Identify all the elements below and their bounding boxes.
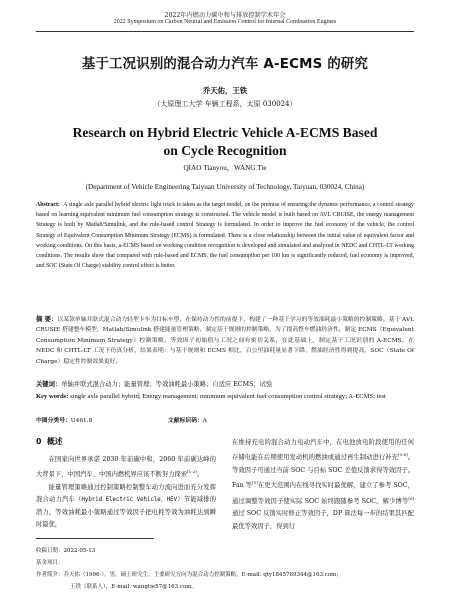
footnote-received: 收稿日期：2022-05-13: [36, 548, 96, 554]
header-rule: [36, 31, 414, 32]
document-code: [168, 415, 207, 424]
title-cn: 基于工况识别的混合动力汽车 A-ECMS 的研究: [81, 57, 369, 72]
clc-value: U461.8: [70, 418, 93, 424]
citation-1: [1-2]: [187, 469, 197, 475]
paragraph-2-text-a: 能量管理策略通过控制策略控制整车动力流向进而充分发挥混合动力汽车（: [36, 483, 216, 504]
abstract-cn: [36, 314, 414, 367]
affiliation-en: (Department of Vehicle Engineering Taiyuan University of Technology, Taiyuan, 030024, China): [85, 183, 365, 191]
citation-3: [5]: [252, 480, 258, 486]
paragraph-3-text-3: 在更大范围内在线寻找实时最优解，建立了参考 SOC，通过调整等效因子使实际 SOC 始终跟随参考 SOC。解少博等: [232, 482, 414, 505]
footnote-fund: 基金项目：: [36, 560, 64, 566]
paragraph-1-text: 在国家向世界承诺 2030 年前碳中和，2060 年前碳达峰的大背景下，中国汽车、中国内燃机界应该不断努力探索: [36, 456, 216, 479]
doc-code-value: A: [202, 418, 207, 424]
keywords-cn-label: 关键词：: [36, 381, 62, 388]
keywords-en-label: Key words:: [36, 393, 69, 400]
paragraph-3-text-1: 在维持充电的混合动力电动汽车中，在电池放电阶段使用的任何存储电能在后期使用发动机的燃油或通过再生制动进行补充: [232, 439, 414, 462]
paragraph-2: [36, 482, 216, 532]
title-en-line1: Research on Hybrid Electric Vehicle A-ECMS Based: [72, 125, 378, 140]
authors-cn: 乔天佑，王铁: [202, 86, 248, 95]
abstract-en: [36, 200, 414, 271]
abstract-cn-text: 以某款单轴并联式混合动力轻型卡车为目标车型，在保持动力性的前提下，构建了一种基于学习的等效油耗最小策略的控制策略。基于 AVL CRUSIE 搭建整车模型，Matlab/Simulink 搭建能量管理策略，制定基于规则的控制策略，为了提高整车燃油经济性，制定 ECMS（Equivalent Consumption Minimum Strategy）控制策略，等效因子初始值与工况之间有密切关系，在此基础上，制定基于工况识别的 A-ECMS，在 NEDC 和 CHTL-LT 工况下仿真分析，结果表明：与基于规则和 ECMS 相比，百公里油耗量显著下降，燃油经济性得到提高，SOC（State Of Charge）稳定性控制效果更好。: [36, 317, 414, 365]
section-number: 0: [36, 437, 42, 446]
body-column-right: [232, 437, 414, 533]
affiliation-cn: （太原理工大学 车辆工程系，太原 030024）: [153, 100, 297, 108]
title-en: [0, 124, 450, 160]
body-column-left: [36, 454, 216, 532]
clc-label: 中图分类号：: [36, 418, 71, 424]
keywords-cn-text: 单轴并联式混合动力；能量管理；等效油耗最小策略；自适应 ECMS；试验: [61, 381, 273, 388]
section-heading: [36, 436, 62, 447]
clc-number: [36, 415, 92, 424]
abstract-en-label: Abstract:: [36, 202, 60, 208]
title-en-line2: on Cycle Recognition: [163, 143, 287, 158]
footnote-rule: [36, 538, 154, 539]
abstract-en-text: A single axle parallel hybrid electric light truck is taken as the target model, on the premise of ensuring the dynamic performance, a control strategy based on learning equivalent minimum fuel consumption strategy is constructed. The vehicle model is built based on AVL CRUISE, the energy management Strategy is built by Matlab/Simulink, and the rule-based control Strategy is formulated. In order to improve the fuel economy of the vehicle, the control Strategy of Equivalent Consumption Minimum Strategy (ECMS) is formulated. There is a close relationship between the initial value of equivalent factor and working conditions. On this basis, a-ECMS based on working condition recognition is developed and simulated and analyzed in NEDC and CHTL-LT working conditions. The results show that compared with rule-based and ECMS, the fuel consumption per 100 km is significantly reduced, fuel economy is improved, and SOC (State Of Charge) stability control effect is better.: [36, 202, 414, 270]
paragraph-2-text-b: ）节能减排的潜力，等效油耗最小策略通过等效因子把电耗等效为油耗达到瞬时最优，: [36, 496, 217, 529]
paragraph-1-end: 。: [196, 471, 203, 479]
paragraph-3-text-2: 。等效因子可通过当前 SOC 与目标 SOC 差值反馈求得等效因子。Fan 等: [232, 454, 415, 490]
paragraph-3-text-4: 通过 SOC 反馈实时修正等效因子，DP 算法每一步的结果其匹配最优等效因子，得到行: [232, 510, 414, 530]
running-header-en: 2022 Symposium on Carbon Neutral and Emission Control for Internal Combustion Engines: [113, 19, 337, 25]
doc-code-label: 文献标识码：: [168, 418, 203, 424]
abstract-cn-label: 摘 要：: [36, 315, 58, 323]
running-header-cn: 2022年内燃动力碳中和与排放控制学术年会: [164, 12, 286, 19]
footnote-author-info: 作者简介：乔天佑（1996-），男，硕士研究生，主要研究方向为混合动力控制策略，E-mail: qty1845769344@163.com；: [36, 572, 342, 578]
keywords-cn: [36, 379, 414, 388]
keywords-en-text: single axle parallel hybrid; Energy management; minimum equivalent fuel consumption control strategy; A-ECMS; test: [70, 393, 386, 400]
section-title: 概述: [46, 437, 63, 446]
paragraph-2-term: Hybrid Electric Vehicle，HEV: [81, 497, 178, 504]
paragraph-3: [232, 437, 414, 533]
footnote-author-info-2: 王铁（联系人），E-mail: wangtie57@163.com。: [70, 584, 197, 590]
authors-en: QIAO Tianyou，WANG Tie: [183, 164, 267, 172]
citation-4: [6]: [408, 495, 414, 501]
citation-2: [3-4]: [398, 452, 408, 458]
paragraph-1: [36, 454, 216, 482]
keywords-en: [36, 391, 414, 402]
